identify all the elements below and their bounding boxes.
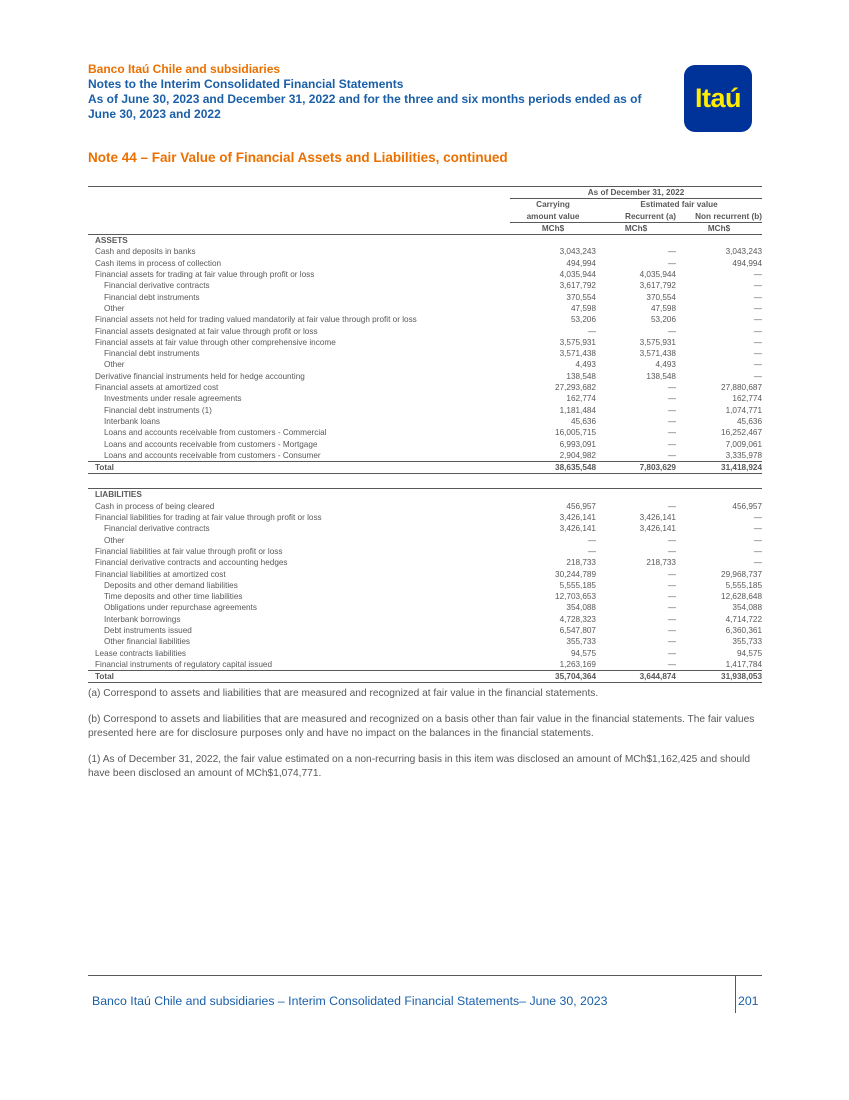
non-recurrent-cell: 12,628,648 <box>721 592 763 602</box>
estimated-fair-value-header: Estimated fair value <box>596 199 762 211</box>
page-number: 201 <box>738 994 759 1008</box>
carrying-amount-cell: 4,493 <box>575 360 596 370</box>
non-recurrent-cell: — <box>753 326 763 336</box>
row-label: Financial liabilities at amortized cost <box>95 569 226 579</box>
liability-row <box>88 546 762 557</box>
recurrent-cell: — <box>667 592 676 602</box>
recurrent-cell: 53,206 <box>650 315 676 325</box>
row-label: Other <box>104 360 125 370</box>
asset-row <box>88 371 762 382</box>
non-recurrent-cell: — <box>753 371 763 381</box>
row-label: Financial liabilities for trading at fair value through profit or loss <box>95 513 322 523</box>
non-recurrent-cell: — <box>753 513 763 523</box>
asset-row <box>88 280 762 291</box>
row-label: Financial derivative contracts <box>104 281 210 291</box>
recurrent-cell: — <box>667 637 676 647</box>
recurrent-header: Recurrent (a) <box>625 211 676 221</box>
non-recurrent-cell: — <box>753 558 763 568</box>
row-label: Cash and deposits in banks <box>95 247 196 257</box>
header-line-2: As of June 30, 2023 and December 31, 2022 and for the three and six months periods ended as of <box>88 92 642 106</box>
unit-header-row <box>88 222 762 234</box>
asset-row <box>88 427 762 438</box>
total-carrying: 38,635,548 <box>510 462 596 474</box>
carrying-amount-cell: 12,703,653 <box>555 592 596 602</box>
non-recurrent-cell: 7,009,061 <box>725 439 763 449</box>
non-recurrent-header: Non recurrent (b) <box>695 211 763 221</box>
section-spacer <box>88 474 762 489</box>
asset-row <box>88 405 762 416</box>
carrying-amount-cell: 355,733 <box>566 637 596 647</box>
non-recurrent-cell: — <box>753 281 763 291</box>
unit-header: MCh$ <box>596 222 676 234</box>
row-label: Time deposits and other time liabilities <box>104 592 243 602</box>
non-recurrent-cell: 162,774 <box>732 394 763 404</box>
row-label: Cash items in process of collection <box>95 258 222 268</box>
liability-row <box>88 659 762 671</box>
non-recurrent-cell: 1,074,771 <box>725 405 763 415</box>
liability-row <box>88 523 762 534</box>
non-recurrent-cell: 16,252,467 <box>721 428 763 438</box>
total-label: Total <box>88 671 510 683</box>
carrying-amount-cell: 494,994 <box>566 258 596 268</box>
recurrent-cell: 3,426,141 <box>639 513 676 523</box>
carrying-amount-cell: 3,575,931 <box>559 337 596 347</box>
row-label: Other <box>104 535 125 545</box>
liabilities-section-header-label: LIABILITIES <box>95 490 142 500</box>
fair-value-table <box>88 186 762 683</box>
asset-row <box>88 439 762 450</box>
non-recurrent-cell: — <box>753 535 763 545</box>
carrying-amount-cell: 45,636 <box>570 416 596 426</box>
carrying-amount-cell: 4,728,323 <box>559 614 596 624</box>
non-recurrent-cell: — <box>753 303 763 313</box>
non-recurrent-cell: 6,360,361 <box>725 625 763 635</box>
recurrent-cell: — <box>667 258 676 268</box>
period-header-row <box>88 187 762 199</box>
row-label: Interbank loans <box>104 416 160 426</box>
carrying-header-2: amount value <box>526 211 580 221</box>
recurrent-cell: — <box>667 326 676 336</box>
liabilities-section-header <box>88 489 762 501</box>
asset-row <box>88 416 762 427</box>
asset-row <box>88 303 762 314</box>
non-recurrent-cell: 45,636 <box>736 416 763 426</box>
row-label: Financial assets at amortized cost <box>95 383 219 393</box>
carrying-amount-cell: 3,426,141 <box>559 513 596 523</box>
recurrent-cell: 3,617,792 <box>639 281 676 291</box>
row-label: Debt instruments issued <box>104 625 192 635</box>
carrying-amount-cell: — <box>587 326 596 336</box>
recurrent-cell: — <box>667 546 676 556</box>
non-recurrent-cell: — <box>753 360 763 370</box>
recurrent-cell: — <box>667 614 676 624</box>
recurrent-cell: 3,571,438 <box>639 349 676 359</box>
total-non-recurrent: 31,418,924 <box>676 462 762 474</box>
row-label: Financial assets at fair value through other comprehensive income <box>95 337 336 347</box>
liability-row <box>88 512 762 523</box>
carrying-amount-cell: 162,774 <box>566 394 596 404</box>
company-name: Banco Itaú Chile and subsidiaries <box>88 62 281 76</box>
non-recurrent-cell: — <box>753 524 763 534</box>
non-recurrent-cell: 94,575 <box>736 648 763 658</box>
document-header <box>88 62 678 122</box>
non-recurrent-cell: — <box>753 270 763 280</box>
liability-row <box>88 557 762 568</box>
unit-header: MCh$ <box>676 222 762 234</box>
liability-row <box>88 602 762 613</box>
row-label: Loans and accounts receivable from customers - Mortgage <box>104 439 318 449</box>
recurrent-cell: 4,493 <box>655 360 676 370</box>
non-recurrent-cell: 5,555,185 <box>725 580 763 590</box>
carrying-amount-cell: 30,244,789 <box>555 569 596 579</box>
recurrent-cell: — <box>667 428 676 438</box>
logo-text: Itaú <box>694 83 741 113</box>
carrying-amount-cell: 138,548 <box>566 371 596 381</box>
footnote-b: (b) Correspond to assets and liabilities that are measured and recognized on a basis other than fair value in the financial statements. The fair values presented here are for disclosure purposes only and have no impact on the balances in the financial statements. <box>88 714 755 739</box>
non-recurrent-cell: — <box>753 546 763 556</box>
unit-header: MCh$ <box>510 222 596 234</box>
asset-row <box>88 450 762 462</box>
column-header-row-2 <box>88 211 762 223</box>
carrying-amount-cell: 6,547,807 <box>559 625 596 635</box>
assets-section-header-label: ASSETS <box>95 236 128 246</box>
recurrent-cell: — <box>667 439 676 449</box>
total-carrying: 35,704,364 <box>510 671 596 683</box>
row-label: Financial liabilities at fair value through profit or loss <box>95 546 283 556</box>
row-label: Financial assets designated at fair value through profit or loss <box>95 326 318 336</box>
row-label: Financial instruments of regulatory capital issued <box>95 659 273 669</box>
row-label: Financial derivative contracts and accounting hedges <box>95 558 288 568</box>
footer-text: Banco Itaú Chile and subsidiaries – Interim Consolidated Financial Statements– June 30, 2023 <box>92 994 608 1008</box>
carrying-amount-cell: 3,043,243 <box>559 247 596 257</box>
carrying-amount-cell: 456,957 <box>566 501 596 511</box>
period-header: As of December 31, 2022 <box>510 187 762 199</box>
note-title: Note 44 – Fair Value of Financial Assets and Liabilities, continued <box>88 150 508 165</box>
liability-row <box>88 591 762 602</box>
asset-row <box>88 382 762 393</box>
carrying-amount-cell: 218,733 <box>566 558 596 568</box>
carrying-header-1: Carrying <box>510 199 596 211</box>
carrying-amount-cell: 47,598 <box>570 303 596 313</box>
non-recurrent-cell: 355,733 <box>732 637 763 647</box>
carrying-amount-cell: 5,555,185 <box>559 580 596 590</box>
non-recurrent-cell: 4,714,722 <box>725 614 763 624</box>
recurrent-cell: — <box>667 383 676 393</box>
non-recurrent-cell: 1,417,784 <box>725 659 763 669</box>
footnote-a: (a) Correspond to assets and liabilities that are measured and recognized at fair value in the financial statements. <box>88 688 599 699</box>
carrying-amount-cell: 53,206 <box>570 315 596 325</box>
non-recurrent-cell: 29,968,737 <box>721 569 763 579</box>
footer-divider <box>735 975 736 1013</box>
liability-row <box>88 625 762 636</box>
non-recurrent-cell: — <box>753 337 763 347</box>
asset-row <box>88 337 762 348</box>
liability-row <box>88 614 762 625</box>
carrying-amount-cell: 2,904,982 <box>559 450 596 460</box>
footer-rule <box>88 975 762 976</box>
row-label: Loans and accounts receivable from customers - Commercial <box>104 428 327 438</box>
asset-row <box>88 326 762 337</box>
recurrent-cell: — <box>667 450 676 460</box>
recurrent-cell: — <box>667 580 676 590</box>
row-label: Obligations under repurchase agreements <box>104 603 257 613</box>
header-line-3: June 30, 2023 and 2022 <box>88 107 221 121</box>
carrying-amount-cell: — <box>587 546 596 556</box>
carrying-amount-cell: 3,571,438 <box>559 349 596 359</box>
liabilities-total-row <box>88 671 762 683</box>
recurrent-cell: — <box>667 501 676 511</box>
total-label: Total <box>88 462 510 474</box>
liability-row <box>88 580 762 591</box>
recurrent-cell: — <box>667 535 676 545</box>
carrying-amount-cell: 94,575 <box>570 648 596 658</box>
recurrent-cell: — <box>667 394 676 404</box>
asset-row <box>88 359 762 370</box>
row-label: Other <box>104 303 125 313</box>
recurrent-cell: — <box>667 648 676 658</box>
recurrent-cell: — <box>667 625 676 635</box>
carrying-amount-cell: 3,617,792 <box>559 281 596 291</box>
recurrent-cell: 47,598 <box>650 303 676 313</box>
carrying-amount-cell: — <box>587 535 596 545</box>
row-label: Financial debt instruments <box>104 292 200 302</box>
carrying-amount-cell: 27,293,682 <box>555 383 596 393</box>
recurrent-cell: 3,426,141 <box>639 524 676 534</box>
non-recurrent-cell: — <box>753 315 763 325</box>
itau-logo <box>684 65 752 132</box>
carrying-amount-cell: 370,554 <box>566 292 596 302</box>
liability-row <box>88 569 762 580</box>
row-label: Loans and accounts receivable from customers - Consumer <box>104 450 321 460</box>
asset-row <box>88 292 762 303</box>
footnotes <box>88 687 764 793</box>
total-recurrent: 7,803,629 <box>596 462 676 474</box>
row-label: Financial debt instruments <box>104 349 200 359</box>
row-label: Lease contracts liabilities <box>95 648 187 658</box>
row-label: Cash in process of being cleared <box>95 501 215 511</box>
liability-row <box>88 501 762 512</box>
non-recurrent-cell: — <box>753 349 763 359</box>
recurrent-cell: — <box>667 603 676 613</box>
liability-row <box>88 648 762 659</box>
row-label: Financial derivative contracts <box>104 524 210 534</box>
row-label: Interbank borrowings <box>104 614 181 624</box>
asset-row <box>88 269 762 280</box>
recurrent-cell: — <box>667 247 676 257</box>
recurrent-cell: — <box>667 416 676 426</box>
row-label: Financial assets not held for trading valued mandatorily at fair value through profit or loss <box>95 315 417 325</box>
carrying-amount-cell: 3,426,141 <box>559 524 596 534</box>
row-label: Investments under resale agreements <box>104 394 242 404</box>
non-recurrent-cell: 27,880,687 <box>721 383 763 393</box>
carrying-amount-cell: 16,005,715 <box>555 428 596 438</box>
total-recurrent: 3,644,874 <box>596 671 676 683</box>
recurrent-cell: 138,548 <box>646 371 676 381</box>
non-recurrent-cell: 3,335,978 <box>725 450 763 460</box>
row-label: Financial assets for trading at fair value through profit or loss <box>95 270 315 280</box>
asset-row <box>88 393 762 404</box>
asset-row <box>88 314 762 325</box>
asset-row <box>88 258 762 269</box>
row-label: Other financial liabilities <box>104 637 191 647</box>
recurrent-cell: — <box>667 405 676 415</box>
recurrent-cell: — <box>667 569 676 579</box>
column-header-row-1 <box>88 199 762 211</box>
non-recurrent-cell: 456,957 <box>732 501 763 511</box>
asset-row <box>88 348 762 359</box>
row-label: Deposits and other demand liabilities <box>104 580 238 590</box>
non-recurrent-cell: — <box>753 292 763 302</box>
row-label: Derivative financial instruments held for hedge accounting <box>95 371 305 381</box>
recurrent-cell: 370,554 <box>646 292 676 302</box>
non-recurrent-cell: 354,088 <box>732 603 763 613</box>
recurrent-cell: 3,575,931 <box>639 337 676 347</box>
assets-total-row <box>88 462 762 474</box>
row-label: Financial debt instruments (1) <box>104 405 212 415</box>
assets-section-header <box>88 235 762 247</box>
carrying-amount-cell: 1,263,169 <box>559 659 596 669</box>
liability-row <box>88 535 762 546</box>
footnote-1: (1) As of December 31, 2022, the fair value estimated on a non-recurring basis in this item was disclosed an amount of MCh$1,162,425 and should have been disclosed an amount of MCh$1,074,771. <box>88 754 750 779</box>
carrying-amount-cell: 4,035,944 <box>559 270 596 280</box>
recurrent-cell: 4,035,944 <box>639 270 676 280</box>
total-non-recurrent: 31,938,053 <box>676 671 762 683</box>
header-line-1: Notes to the Interim Consolidated Financial Statements <box>88 77 404 91</box>
non-recurrent-cell: 494,994 <box>732 258 763 268</box>
recurrent-cell: 218,733 <box>646 558 676 568</box>
non-recurrent-cell: 3,043,243 <box>725 247 763 257</box>
carrying-amount-cell: 354,088 <box>566 603 596 613</box>
asset-row <box>88 246 762 257</box>
carrying-amount-cell: 6,993,091 <box>559 439 596 449</box>
recurrent-cell: — <box>667 659 676 669</box>
liability-row <box>88 636 762 647</box>
carrying-amount-cell: 1,181,484 <box>559 405 596 415</box>
